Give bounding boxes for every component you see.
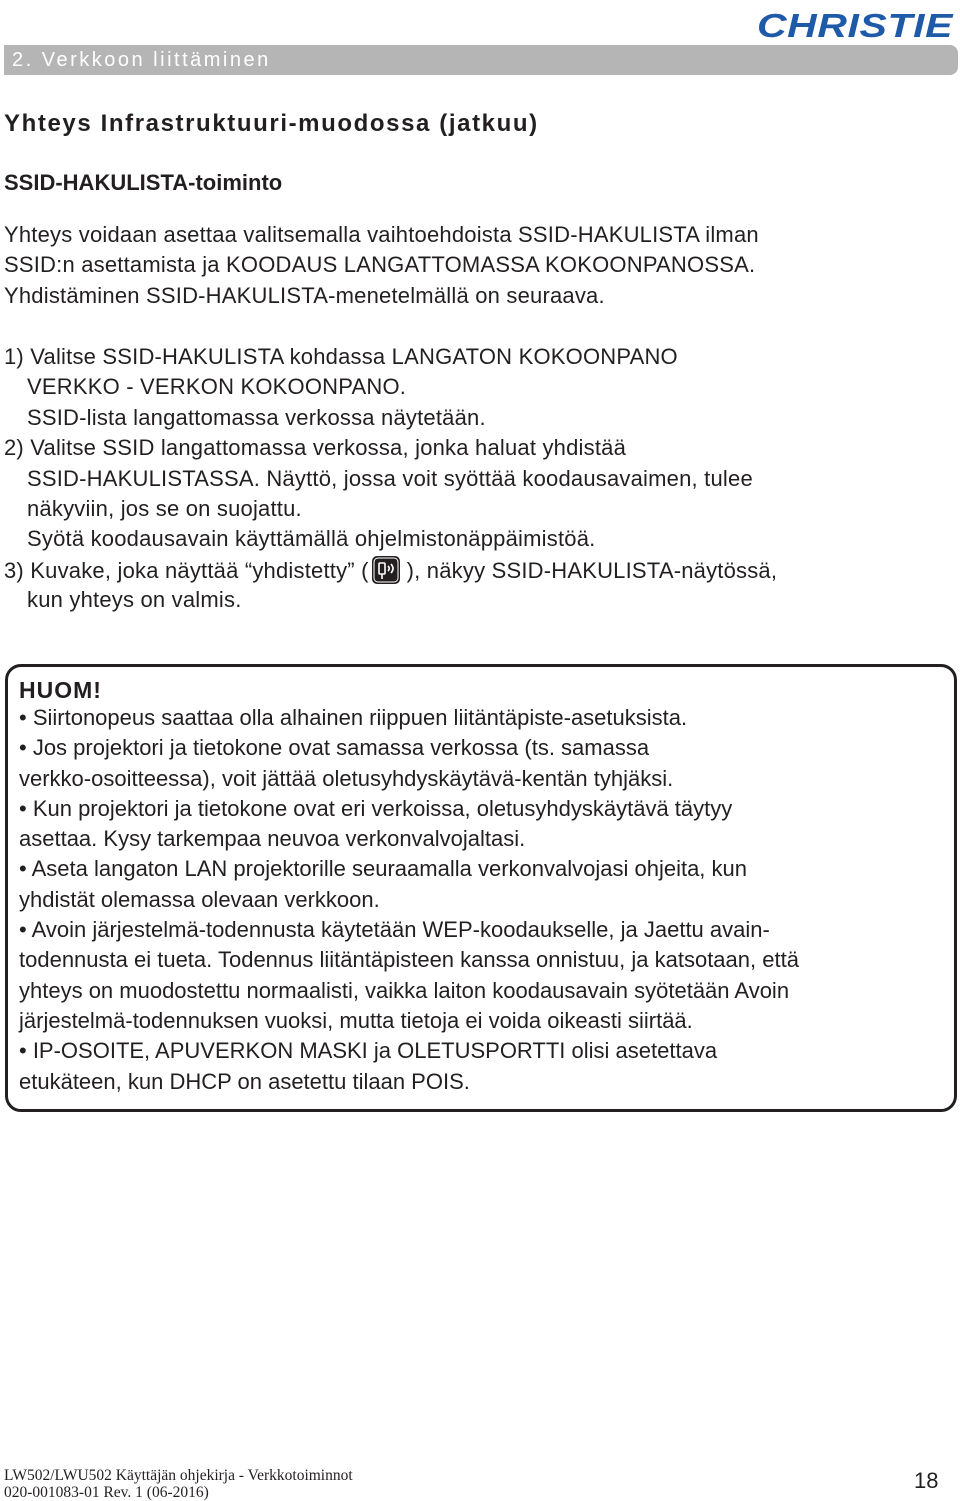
note-line: • Aseta langaton LAN projektorille seuraamalla verkonvalvojasi ohjeita, kun [19, 856, 747, 882]
note-line: • Jos projektori ja tietokone ovat samassa verkossa (ts. samassa [19, 735, 650, 761]
document-number: 020-001083-01 Rev. 1 (06-2016) [4, 1484, 209, 1501]
note-line: järjestelmä-todennuksen vuoksi, mutta tietoja ei voida oikeasti siirtää. [19, 1007, 693, 1033]
intro-paragraph [4, 220, 954, 311]
note-line: asettaa. Kysy tarkempaa neuvoa verkonvalvojaltasi. [19, 826, 526, 852]
note-line: • Avoin järjestelmä-todennusta käytetään WEP-koodaukselle, ja Jaettu avain- [19, 917, 770, 943]
intro-line: Yhteys voidaan asettaa valitsemalla vaihtoehdoista SSID-HAKULISTA ilman [4, 222, 759, 247]
intro-line: SSID:n asettamista ja KOODAUS LANGATTOMASSA KOKOONPANOSSA. [4, 252, 756, 278]
manual-title: LW502/LWU502 Käyttäjän ohjekirja - Verkkotoiminnot [4, 1467, 353, 1484]
step-3-line: kun yhteys on valmis. [27, 587, 242, 613]
step-2-line: Syötä koodausavain käyttämällä ohjelmistonäppäimistöä. [27, 526, 596, 552]
intro-line: Yhdistäminen SSID-HAKULISTA-menetelmällä on seuraava. [4, 282, 605, 308]
page-heading: Yhteys Infrastruktuuri-muodossa (jatkuu) [4, 110, 539, 137]
note-line: yhteys on muodostettu normaalisti, vaikka laiton koodausavain syötetään Avoin [19, 977, 790, 1003]
section-subheading: SSID-HAKULISTA-toiminto [4, 170, 283, 195]
steps-list [4, 342, 954, 616]
note-body [19, 703, 949, 1097]
step-2-line: 2) Valitse SSID langattomassa verkossa, jonka haluat yhdistää [4, 435, 627, 461]
step-1-line: 1) Valitse SSID-HAKULISTA kohdassa LANGATON KOKOONPANO [4, 344, 678, 369]
step-3-line [4, 555, 954, 585]
note-line: etukäteen, kun DHCP on asetettu tilaan POIS. [19, 1068, 470, 1094]
note-line: verkko-osoitteessa), voit jättää oletusyhdyskäytävä-kentän tyhjäksi. [19, 765, 674, 791]
note-title: HUOM! [19, 677, 102, 703]
step-3-text-before: 3) Kuvake, joka näyttää “yhdistetty” ( [4, 557, 369, 583]
note-line: • IP-OSOITE, APUVERKON MASKI ja OLETUSPORTTI olisi asetettava [19, 1038, 718, 1064]
christie-logo-text: CHRISTIE [757, 7, 954, 44]
connected-icon [371, 555, 401, 585]
step-2-line: näkyviin, jos se on suojattu. [27, 495, 302, 521]
christie-logo [752, 6, 958, 44]
step-1-line: VERKKO - VERKON KOKOONPANO. [27, 374, 407, 400]
page-number: 18 [914, 1468, 939, 1493]
section-label: 2. Verkkoon liittäminen [12, 49, 271, 71]
step-3-text-after: ), näkyy SSID-HAKULISTA-näytössä, [406, 557, 778, 583]
note-line: yhdistät olemassa olevaan verkkoon. [19, 886, 380, 912]
step-1-line: SSID-lista langattomassa verkossa näytetään. [27, 404, 486, 430]
note-line: todennusta ei tueta. Todennus liitäntäpisteen kanssa onnistuu, ja katsotaan, että [19, 947, 799, 973]
step-2-line: SSID-HAKULISTASSA. Näyttö, jossa voit syöttää koodausavaimen, tulee [27, 465, 753, 491]
note-line: • Kun projektori ja tietokone ovat eri verkoissa, oletusyhdyskäytävä täytyy [19, 795, 733, 821]
note-line: • Siirtonopeus saattaa olla alhainen riippuen liitäntäpiste-asetuksista. [19, 705, 688, 730]
page-footer [4, 1467, 353, 1501]
